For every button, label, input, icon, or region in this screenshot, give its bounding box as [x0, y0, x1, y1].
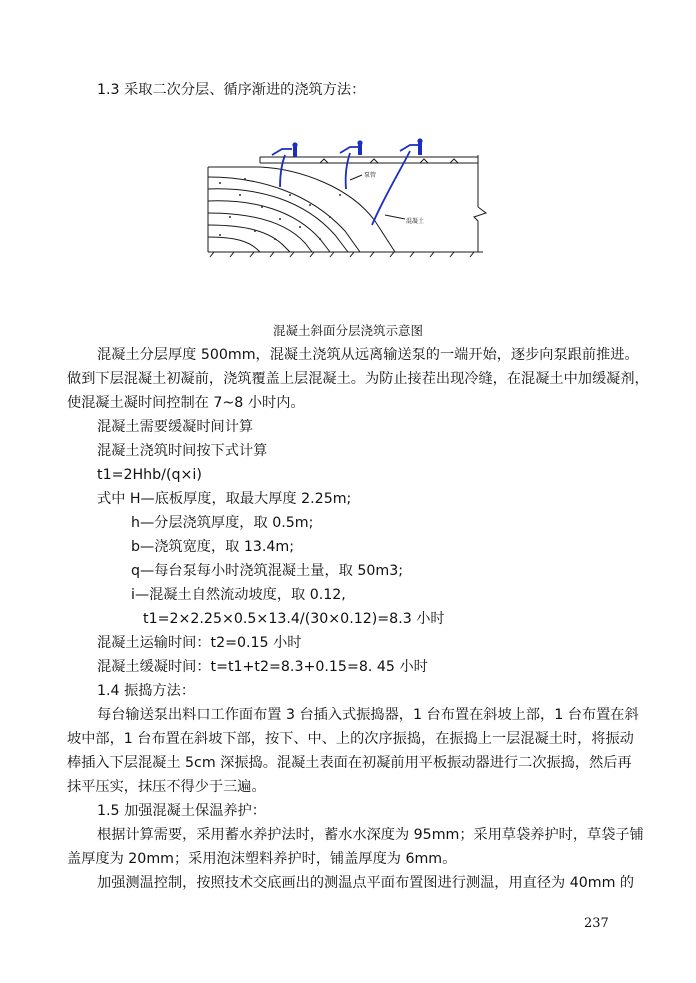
calc-b: b—浇筑宽度，取 13.4m; [131, 539, 295, 555]
figure-caption: 混凝土斜面分层浇筑示意图 [272, 323, 423, 338]
calc-formula: t1=2Hhb/(q×i) [97, 467, 202, 483]
para2-line2: 坡中部，1 台布置在斜坡下部，按下、中、上的次序振捣，在振捣上一层混凝土时，将振动 [67, 731, 634, 747]
para3-line2: 盖厚度为 20mm；采用泡沫塑料养护时，铺盖厚度为 6mm。 [67, 851, 457, 867]
para1-line3: 使混凝土凝时间控制在 7~8 小时内。 [67, 395, 305, 411]
section-heading-1-3: 1.3 采取二次分层、循序渐进的浇筑方法： [97, 82, 366, 98]
calc-i: i—混凝土自然流动坡度，取 0.12, [131, 587, 346, 603]
calc-transport: 混凝土运输时间：t2=0.15 小时 [97, 635, 302, 651]
calc-q: q—每台泵每小时浇筑混凝土量，取 50m3; [131, 563, 404, 579]
calc-where-H: 式中 H—底板厚度，取最大厚度 2.25m; [97, 491, 352, 507]
section-heading-1-5: 1.5 加强混凝土保温养护： [97, 803, 266, 819]
label-concrete: 混凝土 [406, 218, 425, 225]
para2-line3: 棒插入下层混凝土 5cm 深振捣。混凝土表面在初凝前用平板振动器进行二次振捣，然后再 [67, 755, 632, 771]
page-number: 237 [584, 916, 609, 931]
label-pump-pipe: 泵管 [364, 172, 377, 179]
calc-h: h—分层浇筑厚度，取 0.5m; [131, 515, 314, 531]
layered-pouring-diagram [200, 135, 500, 270]
calc-retard: 混凝土缓凝时间：t=t1+t2=8.3+0.15=8. 45 小时 [97, 659, 428, 675]
calc-heading-1: 混凝土需要缓凝时间计算 [97, 419, 254, 435]
section-heading-1-4: 1.4 振捣方法： [97, 683, 196, 699]
para2-line4: 抹平压实，抹压不得少于三遍。 [67, 779, 266, 795]
calc-heading-2: 混凝土浇筑时间按下式计算 [97, 443, 268, 459]
calc-result: t1=2×2.25×0.5×13.4/(30×0.12)=8.3 小时 [143, 611, 445, 627]
para1-line1: 混凝土分层厚度 500mm，混凝土浇筑从远离输送泵的一端开始，逐步向泵跟前推进。 [97, 347, 639, 363]
para3-line1: 根据计算需要，采用蓄水养护法时，蓄水水深度为 95mm；采用草袋养护时，草袋子铺 [97, 827, 644, 843]
para4-line1: 加强测温控制，按照技术交底画出的测温点平面布置图进行测温，用直径为 40mm 的 [97, 875, 635, 891]
para1-line2: 做到下层混凝土初凝前，浇筑覆盖上层混凝土。为防止接茬出现冷缝，在混凝土中加缓凝剂， [67, 371, 649, 387]
para2-line1: 每台输送泵出料口工作面布置 3 台插入式振捣器，1 台布置在斜坡上部，1 台布置在斜 [97, 707, 639, 723]
